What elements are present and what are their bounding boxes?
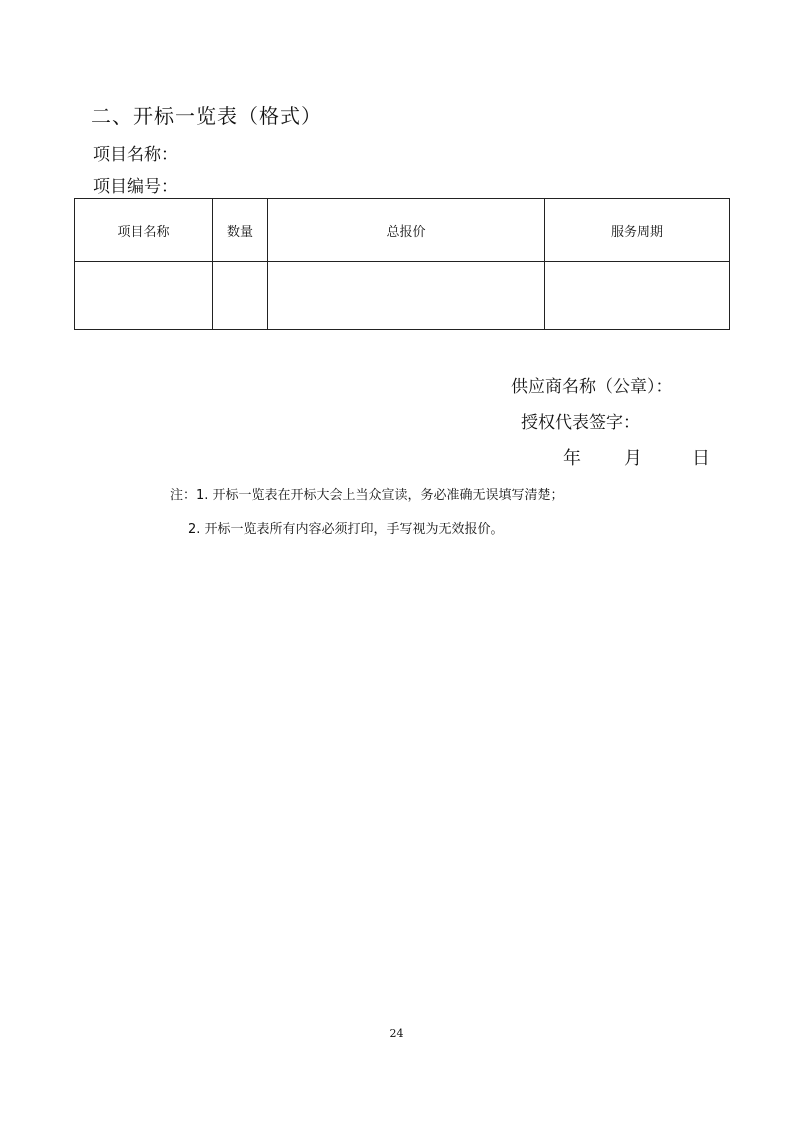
note-2: 2. 开标一览表所有内容必须打印，手写视为无效报价。 (188, 522, 504, 537)
header-project-name: 项目名称 (75, 199, 213, 262)
header-service-period: 服务周期 (545, 199, 730, 262)
page-number: 24 (389, 1027, 404, 1040)
representative-signature-label: 授权代表签字： (521, 413, 640, 433)
note-1: 注：1. 开标一览表在开标大会上当众宣读，务必准确无误填写清楚； (170, 488, 564, 503)
cell-service-period (545, 262, 730, 330)
cell-quantity (213, 262, 268, 330)
cell-total-price (268, 262, 545, 330)
header-quantity: 数量 (213, 199, 268, 262)
project-name-label: 项目名称： (93, 145, 178, 165)
table-header-row (75, 199, 730, 262)
date-day-label: 日 (692, 448, 710, 469)
project-number-label: 项目编号： (93, 177, 178, 197)
cell-project-name (75, 262, 213, 330)
date-year-label: 年 (563, 448, 581, 469)
page-title: 二、开标一览表（格式） (91, 104, 322, 128)
date-month-label: 月 (624, 448, 642, 469)
bid-summary-table (74, 198, 730, 330)
supplier-name-label: 供应商名称（公章）： (511, 377, 673, 397)
header-total-price: 总报价 (268, 199, 545, 262)
table-row (75, 262, 730, 330)
